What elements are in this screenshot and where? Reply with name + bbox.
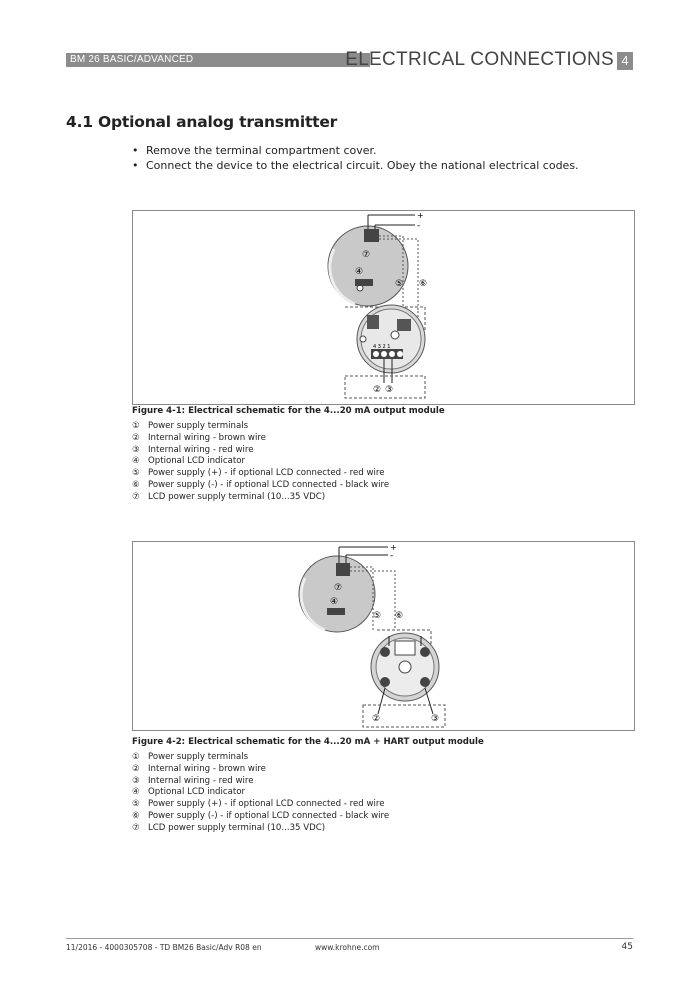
legend-item: ⑦ LCD power supply terminal (10...35 VDC) [132,822,326,833]
legend-item: ② Internal wiring - brown wire [132,763,266,774]
callout-2: ② [373,385,382,395]
legend-item: ① Power supply terminals [132,421,249,431]
plus-label: + [390,543,397,552]
figure-4-1-caption: Figure 4-1: Electrical schematic for the 4...20 mA output module [132,406,445,416]
callout-3: ③ [431,714,440,724]
figure-4-2-legend [132,752,389,835]
schematic-drawing-1 [133,211,634,404]
legend-item: ④ Optional LCD indicator [132,787,246,798]
page-number: 45 [621,942,633,952]
callout-7: ⑦ [362,250,371,260]
lcd-terminal-block [336,563,350,576]
callout-5: ⑤ [373,611,382,621]
legend-item: ⑤ Power supply (+) - if optional LCD connected - red wire [132,799,385,810]
figure-4-1-legend [132,421,389,504]
legend-item: ⑥ Power supply (-) - if optional LCD connected - black wire [132,479,390,490]
minus-label: - [417,221,421,231]
legend-item: ③ Internal wiring - red wire [132,444,254,455]
legend-item: ④ Optional LCD indicator [132,456,246,467]
figure-4-2-schematic [132,541,635,731]
footer-rule [66,938,633,939]
terminal-numbers: 4 3 2 1 [373,344,391,350]
callout-6: ⑥ [395,611,404,621]
callout-3: ③ [385,385,394,395]
plus-label: + [417,211,424,220]
legend-item: ① Power supply terminals [132,752,249,762]
figure-4-1-schematic [132,210,635,405]
callout-4: ④ [330,597,339,607]
section-title: 4.1 Optional analog transmitter [66,113,338,131]
legend-item: ⑤ Power supply (+) - if optional LCD connected - red wire [132,468,385,479]
callout-5: ⑤ [395,279,404,289]
instruction-item: • Connect the device to the electrical circuit. Obey the national electrical codes. [132,158,579,173]
header-chapter-title: ELECTRICAL CONNECTIONS [345,49,614,70]
lcd-terminal-block [364,229,379,242]
legend-item: ② Internal wiring - brown wire [132,432,266,443]
header-product: BM 26 BASIC/ADVANCED [70,54,194,65]
figure-4-2-caption: Figure 4-2: Electrical schematic for the 4...20 mA + HART output module [132,737,484,747]
instruction-item: • Remove the terminal compartment cover. [132,143,579,158]
legend-item: ⑦ LCD power supply terminal (10...35 VDC) [132,491,326,502]
footer-website: www.krohne.com [315,943,380,952]
header-chapter-number: 4 [617,52,633,70]
instruction-list [132,143,579,173]
schematic-drawing-2 [133,542,634,730]
callout-2: ② [372,714,381,724]
callout-4: ④ [355,267,364,277]
legend-item: ③ Internal wiring - red wire [132,775,254,786]
minus-label: - [390,551,394,561]
callout-6: ⑥ [419,279,428,289]
callout-7: ⑦ [334,583,343,593]
legend-item: ⑥ Power supply (-) - if optional LCD connected - black wire [132,810,390,821]
footer-doc-id: 11/2016 - 4000305708 - TD BM26 Basic/Adv R08 en [66,943,262,952]
